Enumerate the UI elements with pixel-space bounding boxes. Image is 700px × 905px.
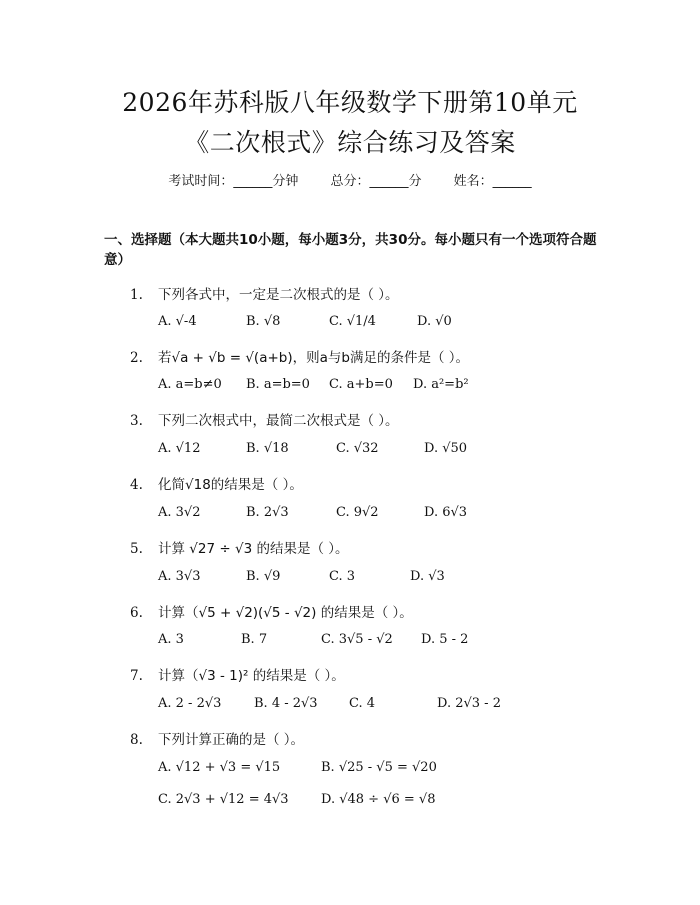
question-3 bbox=[130, 409, 399, 429]
question-stem: 下列二次根式中，最简二次根式是（ ）。 bbox=[158, 413, 399, 429]
question-2-option-b[interactable]: B. a=b=0 bbox=[246, 377, 310, 392]
question-stem: 下列各式中，一定是二次根式的是（ ）。 bbox=[158, 287, 399, 303]
question-2 bbox=[130, 346, 469, 366]
question-5-option-a[interactable]: A. 3√3 bbox=[158, 569, 201, 584]
question-1-option-b[interactable]: B. √8 bbox=[246, 314, 281, 329]
question-6-option-a[interactable]: A. 3 bbox=[158, 632, 184, 647]
question-number: 7. bbox=[130, 668, 143, 684]
question-3-option-d[interactable]: D. √50 bbox=[424, 441, 468, 456]
question-1-option-c[interactable]: C. √1/4 bbox=[329, 314, 376, 329]
total-score-field: 总分：______分 bbox=[330, 174, 422, 189]
question-8-option-d[interactable]: D. √48 ÷ √6 = √8 bbox=[321, 792, 436, 807]
question-3-option-a[interactable]: A. √12 bbox=[158, 441, 201, 456]
question-3-option-c[interactable]: C. √32 bbox=[336, 441, 379, 456]
section-1-header: 一、选择题（本大题共10小题，每小题3分，共30分。每小题只有一个选项符合题意） bbox=[104, 232, 597, 268]
question-4 bbox=[130, 473, 303, 493]
question-3-option-b[interactable]: B. √18 bbox=[246, 441, 289, 456]
question-stem: 计算 √27 ÷ √3 的结果是（ ）。 bbox=[158, 541, 349, 557]
question-6 bbox=[130, 601, 413, 621]
question-7-option-b[interactable]: B. 4 - 2√3 bbox=[254, 696, 318, 711]
question-4-option-b[interactable]: B. 2√3 bbox=[246, 505, 289, 520]
question-6-option-d[interactable]: D. 5 - 2 bbox=[421, 632, 469, 647]
question-2-option-d[interactable]: D. a²=b² bbox=[413, 377, 469, 392]
question-6-option-c[interactable]: C. 3√5 - √2 bbox=[321, 632, 393, 647]
question-number: 4. bbox=[130, 477, 143, 493]
question-4-option-a[interactable]: A. 3√2 bbox=[158, 505, 201, 520]
exam-time-field: 考试时间：______分钟 bbox=[168, 174, 299, 189]
question-7-option-a[interactable]: A. 2 - 2√3 bbox=[158, 696, 222, 711]
exam-info-row bbox=[0, 170, 700, 189]
question-8-option-c[interactable]: C. 2√3 + √12 = 4√3 bbox=[158, 792, 289, 807]
question-4-option-d[interactable]: D. 6√3 bbox=[424, 505, 468, 520]
document-title-line-2: 《二次根式》综合练习及答案 bbox=[184, 128, 516, 157]
question-7-option-d[interactable]: D. 2√3 - 2 bbox=[437, 696, 501, 711]
question-number: 6. bbox=[130, 605, 143, 621]
question-5 bbox=[130, 537, 349, 557]
question-2-option-c[interactable]: C. a+b=0 bbox=[329, 377, 393, 392]
question-8 bbox=[130, 728, 304, 748]
question-stem: 若√a + √b = √(a+b)，则a与b满足的条件是（ ）。 bbox=[158, 350, 470, 366]
question-number: 5. bbox=[130, 541, 143, 557]
question-8-option-a[interactable]: A. √12 + √3 = √15 bbox=[158, 760, 281, 775]
question-stem: 下列计算正确的是（ ）。 bbox=[158, 732, 305, 748]
question-6-option-b[interactable]: B. 7 bbox=[241, 632, 268, 647]
question-1-option-d[interactable]: D. √0 bbox=[417, 314, 452, 329]
question-1-option-a[interactable]: A. √-4 bbox=[158, 314, 197, 329]
question-7-option-c[interactable]: C. 4 bbox=[349, 696, 376, 711]
question-7 bbox=[130, 664, 345, 684]
question-4-option-c[interactable]: C. 9√2 bbox=[336, 505, 379, 520]
student-name-field: 姓名：______ bbox=[453, 174, 532, 189]
question-number: 1. bbox=[130, 287, 143, 303]
question-5-option-b[interactable]: B. √9 bbox=[246, 569, 281, 584]
question-8-option-b[interactable]: B. √25 - √5 = √20 bbox=[321, 760, 437, 775]
question-number: 2. bbox=[130, 350, 143, 366]
question-number: 8. bbox=[130, 732, 143, 748]
document-title-line-1: 2026年苏科版八年级数学下册第10单元 bbox=[122, 88, 578, 117]
question-stem: 计算（√5 + √2)(√5 - √2) 的结果是（ ）。 bbox=[158, 605, 413, 621]
question-2-option-a[interactable]: A. a=b≠0 bbox=[158, 377, 222, 392]
question-number: 3. bbox=[130, 413, 143, 429]
question-stem: 化简√18的结果是（ ）。 bbox=[158, 477, 303, 493]
question-5-option-c[interactable]: C. 3 bbox=[329, 569, 356, 584]
question-stem: 计算（√3 - 1)² 的结果是（ ）。 bbox=[158, 668, 345, 684]
question-5-option-d[interactable]: D. √3 bbox=[410, 569, 445, 584]
question-1 bbox=[130, 283, 399, 303]
